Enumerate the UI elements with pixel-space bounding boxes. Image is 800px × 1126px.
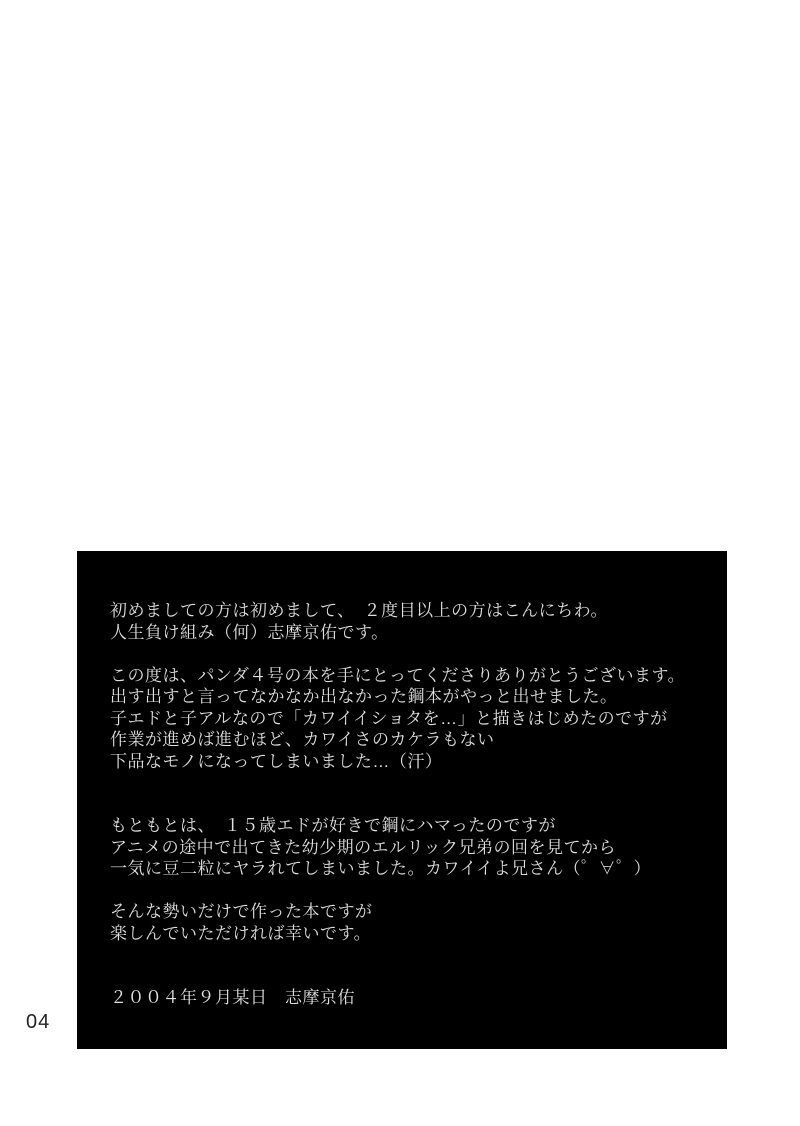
afterword-panel	[77, 551, 727, 1049]
afterword-line-blank	[110, 794, 709, 816]
afterword-line: 作業が進めば進むほど、カワイさのカケラもない	[110, 730, 495, 749]
afterword-line: アニメの途中で出てきた幼少期のエルリック兄弟の回を見てから	[110, 837, 616, 857]
afterword-line: 一気に豆二粒にヤラれてしまいました。カワイイよ兄さん（゜∀゜）	[110, 859, 652, 878]
afterword-date-signature: ２００４年９月某日 志摩京佑	[110, 988, 355, 1007]
afterword-line: 初めましての方は初めまして、 ２度目以上の方はこんにちわ。	[110, 601, 608, 620]
afterword-line-blank	[110, 643, 709, 665]
afterword-line: もともとは、 １５歳エドが好きで鋼にハマったのですが	[110, 816, 556, 835]
afterword-line-blank	[110, 772, 709, 794]
afterword-line: 子エドと子アルなので「カワイイショタを…」と描きはじめたのですが	[110, 708, 668, 728]
afterword-line: 出す出すと言ってなかなか出なかった鋼本がやっと出せました。	[110, 687, 618, 706]
afterword-line-blank	[110, 966, 709, 988]
page-number: 04	[26, 1011, 51, 1033]
afterword-line: 楽しんでいただければ幸いです。	[110, 923, 372, 943]
afterword-line: そんな勢いだけで作った本ですが	[110, 902, 373, 921]
afterword-line: 下品なモノになってしまいました…（汗）	[110, 751, 443, 771]
afterword-text-block	[110, 600, 709, 1009]
afterword-line: 人生負け組み（何）志摩京佑です。	[110, 622, 389, 642]
afterword-line-blank	[110, 880, 709, 902]
afterword-line: この度は、パンダ４号の本を手にとってくださりありがとうございます。	[110, 665, 686, 685]
afterword-line-blank	[110, 944, 709, 966]
